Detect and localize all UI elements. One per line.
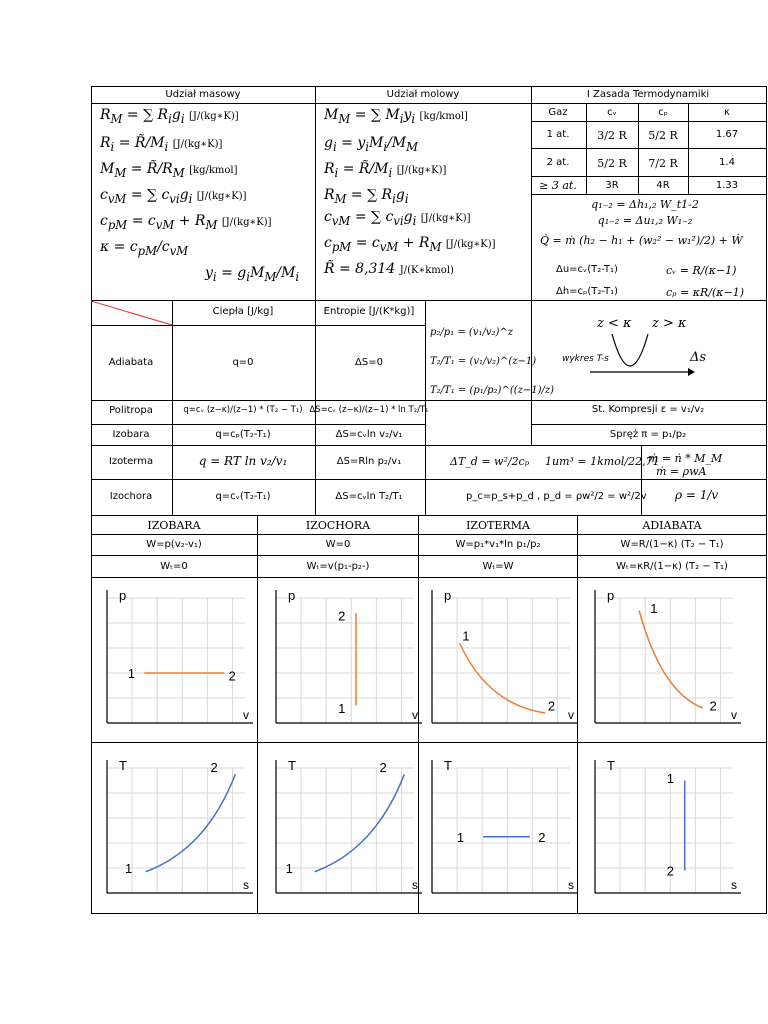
gas-table-cell: ≥ 3 at.	[539, 179, 577, 192]
process-name-izobara: Izobara	[112, 429, 150, 440]
entropy-izobara: ΔS=cᵥln v₂/v₁	[335, 429, 403, 440]
law-formula: cₚ = κR/(κ−1)	[666, 286, 744, 299]
point-2-label: 2	[210, 759, 218, 775]
x-axis-label: s	[412, 878, 418, 892]
gas-table-header: cₚ	[658, 107, 668, 118]
col-title-izoterma: IZOTERMA	[466, 519, 530, 532]
entropy-politropa: ΔS=cᵥ (z−κ)/(z−1) * ln T₂/T₁	[309, 405, 429, 415]
molar-formula-gi: $g_i = y_iM_i/M_M$	[324, 135, 419, 154]
process-name-politropa: Politropa	[109, 405, 153, 416]
mass-flow-formula-1: ṁ = ṅ * M_M	[648, 452, 723, 465]
mass-formula-rm: $R_M$ = ∑ $R_ig_i$ [J/(kg∗K)]	[100, 107, 239, 126]
ts-sketch-axis-label: Δs	[690, 350, 707, 365]
gas-table-cell: 4R	[656, 180, 670, 191]
law-formula: q₁₋₂ = Δu₁,₂ W₁₋₂	[597, 214, 693, 227]
y-axis-label: p	[444, 588, 452, 603]
gas-table-header: cᵥ	[607, 107, 617, 118]
work-izoterma: W=p₁*v₁*ln p₁/p₂	[455, 539, 541, 550]
delta-td-formula: ΔT_d = w²/2cₚ	[450, 455, 530, 468]
pressure-ratio: Spręż π = p₁/p₂	[609, 429, 687, 440]
y-axis-label: T	[288, 758, 296, 773]
process-name-izoterma: Izoterma	[108, 456, 154, 467]
x-axis-label: v	[412, 708, 418, 722]
point-2-label: 2	[228, 668, 236, 684]
point-1-label: 1	[127, 666, 135, 681]
tech-work-izobara: Wₜ=0	[160, 561, 188, 572]
compression-ratio: St. Kompresji ε = v₁/v₂	[591, 404, 705, 415]
point-1-label: 1	[462, 628, 470, 644]
heat-adiabata: q=0	[232, 357, 254, 368]
molar-formula-mm: $M_M$ = ∑ $M_iy_i$ [kg/kmol]	[324, 107, 468, 126]
x-axis-label: s	[568, 878, 574, 892]
entropy-adiabata: ΔS=0	[355, 357, 383, 368]
work-izobara: W=p(v₂-v₁)	[146, 539, 202, 550]
mass-formula-ri: $R_i$ = $R̃/M_i$ [J/(kg∗K)]	[100, 135, 223, 154]
um3-formula: 1um³ = 1kmol/22,71	[545, 455, 660, 468]
first-law-header: I Zasada Termodynamiki	[586, 89, 710, 100]
col-title-adiabata: ADIABATA	[642, 519, 702, 532]
process-name-izochora: Izochora	[109, 491, 153, 502]
col-title-izochora: IZOCHORA	[305, 519, 371, 532]
gas-table-cell: 1.67	[715, 129, 739, 140]
poly-relation: p₂/p₁ = (v₁/v₂)^z	[430, 327, 514, 338]
gas-table-cell: 1 at.	[546, 129, 570, 140]
mass-flow-formula-2: ṁ = ρwA	[656, 465, 707, 478]
molar-formula-cvm: $c_{vM}$ = ∑ $c_{vi}g_i$ [J/(kg∗K)]	[324, 209, 471, 228]
point-1-label: 1	[650, 601, 658, 616]
gas-table-cell: 2 at.	[546, 157, 570, 168]
x-axis-label: s	[731, 878, 737, 892]
point-2-label: 2	[538, 829, 546, 845]
poly-relation: T₂/T₁ = (v₁/v₂)^(z−1)	[430, 356, 537, 367]
col-title-izobara: IZOBARA	[147, 519, 201, 532]
mass-fraction-header: Udział masowy	[165, 89, 241, 100]
heat-izobara: q=cₚ(T₂-T₁)	[215, 429, 271, 440]
density-formula: ρ = 1/v	[675, 488, 719, 502]
gas-table-cell: 1.33	[715, 180, 739, 191]
work-izochora: W=0	[325, 539, 351, 550]
gas-table-cell: 3R	[605, 180, 619, 191]
molar-fraction-header: Udział molowy	[386, 89, 460, 100]
heat-politropa: q=cᵥ (z−κ)/(z−1) * (T₂ − T₁)	[183, 405, 303, 415]
gas-table-cell: 1.4	[719, 157, 735, 168]
gas-table-cell: 7/2 R	[648, 157, 678, 170]
work-adiabata: W=R/(1−κ) (T₂ − T₁)	[620, 539, 724, 550]
point-2-label: 2	[379, 759, 387, 775]
x-axis-label: s	[243, 878, 249, 892]
tech-work-izochora: Wₜ=v(p₁-p₂-)	[306, 561, 370, 572]
entropy-izochora: ΔS=cᵥln T₂/T₁	[335, 491, 403, 502]
y-axis-label: p	[607, 588, 615, 603]
point-2-label: 2	[547, 698, 556, 714]
pressure-sum-formula: p_c=p_s+p_d , p_d = ρw²/2 = w²/2v	[466, 491, 647, 502]
tech-work-adiabata: Wₜ=κR/(1−κ) (T₂ − T₁)	[616, 561, 728, 572]
process-name-adiabata: Adiabata	[108, 357, 154, 368]
law-formula: cᵥ = R/(κ−1)	[666, 264, 737, 277]
mass-formula-cvm: $c_{vM}$ = ∑ $c_{vi}g_i$ [J/(kg∗K)]	[100, 187, 247, 206]
point-2-label: 2	[709, 698, 717, 714]
point-1-label: 1	[456, 829, 465, 845]
process-curve	[315, 774, 405, 872]
x-axis-label: v	[731, 708, 737, 722]
process-curve	[146, 774, 236, 872]
heat-header: Ciepła [J/kg]	[212, 306, 274, 317]
heat-izochora: q=cᵥ(T₂-T₁)	[215, 491, 271, 502]
gas-table-cell: 5/2 R	[597, 157, 627, 170]
entropy-izoterma: ΔS=Rln p₂/v₁	[336, 456, 402, 467]
x-axis-label: v	[568, 708, 574, 722]
law-formula: Q̇ = ṁ (h₂ − h₁ + (w₂² − w₁²)/2) + Ẇ	[540, 234, 743, 247]
ts-sketch-label: wykres T-s	[562, 354, 609, 364]
point-1-label: 1	[666, 771, 674, 786]
molar-formula-rm: $R_M$ = ∑ $R_ig_i$	[324, 187, 409, 206]
ts-sketch-left-label: z < κ	[597, 316, 632, 331]
mass-formula-cpm: $c_{pM} = c_{vM} + R_M$ [J/(kg∗K)]	[100, 213, 272, 232]
law-formula: Δu=cᵥ(T₂-T₁)	[556, 264, 618, 275]
y-axis-label: p	[288, 588, 296, 603]
heat-izoterma: q = RT ln v₂/v₁	[198, 454, 288, 468]
tech-work-izoterma: Wₜ=W	[482, 561, 514, 572]
y-axis-label: T	[444, 758, 452, 773]
mass-formula-yi: $y_i = g_iM_M/M_i$	[205, 265, 300, 284]
ts-sketch-right-label: z > κ	[652, 316, 687, 331]
mass-formula-kappa: $\kappa = c_{pM}/c_{vM}$	[100, 239, 189, 258]
entropy-header: Entropie [J/(K*kg)]	[323, 306, 415, 317]
gas-table-cell: 5/2 R	[648, 129, 678, 142]
gas-table-header: Gaz	[548, 107, 568, 118]
point-1-label: 1	[285, 861, 293, 876]
point-2-label: 2	[338, 608, 346, 624]
poly-relation: T₂/T₁ = (p₁/p₂)^((z−1)/z)	[430, 385, 555, 396]
gas-table-cell: 3/2 R	[597, 129, 627, 142]
molar-formula-rtilde: R̃ = 8,314 J/(K∗kmol)	[324, 261, 454, 277]
point-1-label: 1	[124, 861, 133, 876]
x-axis-label: v	[243, 708, 249, 722]
y-axis-label: T	[119, 758, 127, 773]
gas-table-header: κ	[724, 107, 730, 118]
process-curve	[639, 611, 702, 709]
law-formula: q₁₋₂ = Δh₁,₂ W_t1-2	[591, 198, 699, 211]
point-2-label: 2	[666, 863, 674, 879]
molar-formula-ri: $R_i$ = $R̃/M_i$ [J/(kg∗K)]	[324, 161, 447, 180]
y-axis-label: T	[607, 758, 615, 773]
point-1-label: 1	[338, 701, 346, 716]
mass-formula-mm: $M_M$ = $R̃/R_M$ [kg/kmol]	[100, 161, 238, 180]
molar-formula-cpm: $c_{pM} = c_{vM} + R_M$ [J/(kg∗K)]	[324, 235, 496, 254]
law-formula: Δh=cₚ(T₂-T₁)	[556, 286, 619, 297]
y-axis-label: p	[119, 588, 127, 603]
